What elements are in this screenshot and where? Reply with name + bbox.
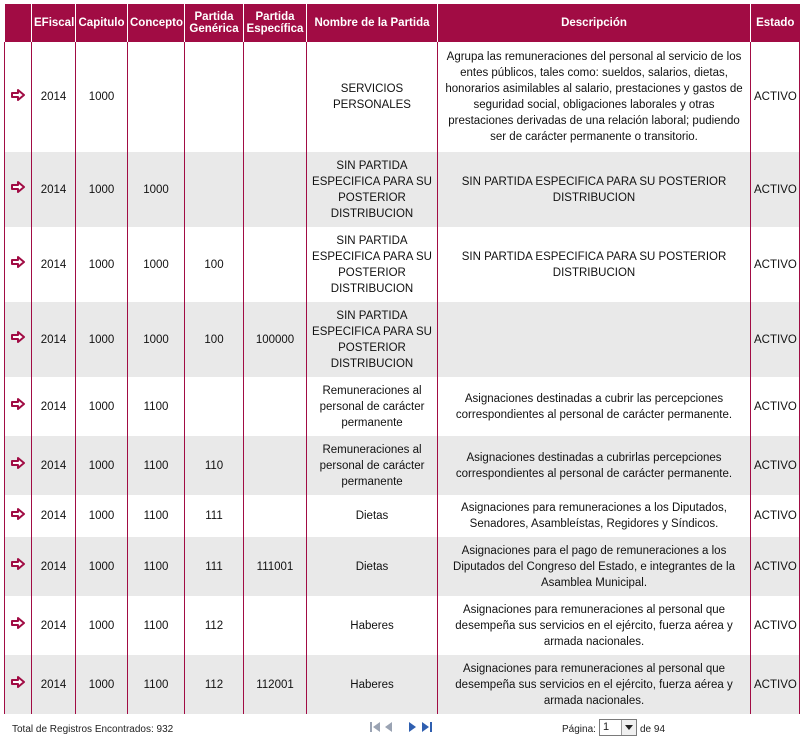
- cell-capitulo: 1000: [76, 495, 128, 537]
- table-row: [5, 655, 800, 714]
- table-row: [5, 436, 800, 495]
- arrow-right-icon[interactable]: [11, 617, 25, 629]
- cell-partida-generica: 112: [185, 655, 244, 714]
- cell-concepto: 1100: [128, 436, 185, 495]
- cell-select: [5, 227, 32, 302]
- table-row: [5, 302, 800, 377]
- header-capitulo[interactable]: Capitulo: [76, 4, 128, 42]
- cell-partida-generica: 100: [185, 302, 244, 377]
- cell-descripcion: Asignaciones para remuneraciones al personal que desempeña sus servicios en el ejército, fuerza aérea y armada nacionales.: [438, 596, 751, 655]
- page-select[interactable]: [599, 719, 637, 736]
- cell-capitulo: 1000: [76, 42, 128, 152]
- cell-partida-especifica: 100000: [244, 302, 307, 377]
- cell-efiscal: 2014: [32, 537, 76, 596]
- cell-concepto: 1100: [128, 596, 185, 655]
- arrow-right-icon[interactable]: [11, 457, 25, 469]
- table-row: [5, 537, 800, 596]
- cell-nombre: SIN PARTIDA ESPECIFICA PARA SU POSTERIOR DISTRIBUCION: [307, 302, 438, 377]
- cell-descripcion: SIN PARTIDA ESPECIFICA PARA SU POSTERIOR DISTRIBUCION: [438, 152, 751, 227]
- cell-partida-especifica: [244, 436, 307, 495]
- page-count: de 94: [640, 724, 666, 735]
- cell-efiscal: 2014: [32, 302, 76, 377]
- cell-estado: ACTIVO: [751, 302, 800, 377]
- cell-estado: ACTIVO: [751, 227, 800, 302]
- cell-estado: ACTIVO: [751, 495, 800, 537]
- table-row: [5, 42, 800, 152]
- arrow-right-icon[interactable]: [11, 398, 25, 410]
- cell-nombre: SERVICIOS PERSONALES: [307, 42, 438, 152]
- arrow-right-icon[interactable]: [11, 331, 25, 343]
- cell-concepto: 1000: [128, 302, 185, 377]
- cell-estado: ACTIVO: [751, 655, 800, 714]
- cell-capitulo: 1000: [76, 436, 128, 495]
- table-row: [5, 227, 800, 302]
- arrow-right-icon[interactable]: [11, 508, 25, 520]
- header-descripcion[interactable]: Descripción: [438, 4, 751, 42]
- cell-descripcion: [438, 302, 751, 377]
- cell-select: [5, 537, 32, 596]
- cell-concepto: 1100: [128, 495, 185, 537]
- cell-select: [5, 302, 32, 377]
- cell-concepto: 1100: [128, 377, 185, 436]
- cell-estado: ACTIVO: [751, 377, 800, 436]
- cell-partida-especifica: [244, 596, 307, 655]
- table-body: [5, 42, 800, 714]
- cell-efiscal: 2014: [32, 655, 76, 714]
- next-page-icon[interactable]: [407, 721, 417, 736]
- cell-efiscal: 2014: [32, 596, 76, 655]
- cell-capitulo: 1000: [76, 596, 128, 655]
- cell-capitulo: 1000: [76, 377, 128, 436]
- header-nombre[interactable]: Nombre de la Partida: [307, 4, 438, 42]
- cell-capitulo: 1000: [76, 227, 128, 302]
- cell-concepto: 1000: [128, 227, 185, 302]
- cell-efiscal: 2014: [32, 152, 76, 227]
- cell-descripcion: Agrupa las remuneraciones del personal al servicio de los entes públicos, tales como: sueldos, salarios, dietas, honorarios asimilables al salario, prestaciones y gastos de seguridad social, obligaciones laborales y otras prestaciones derivadas de una relación laboral; pudiendo ser de carácter permanente o transitorio.: [438, 42, 751, 152]
- page-label: Página:: [562, 724, 596, 735]
- cell-efiscal: 2014: [32, 436, 76, 495]
- cell-partida-especifica: [244, 152, 307, 227]
- cell-partida-generica: [185, 377, 244, 436]
- cell-concepto: 1100: [128, 655, 185, 714]
- cell-partida-generica: 112: [185, 596, 244, 655]
- cell-estado: ACTIVO: [751, 152, 800, 227]
- cell-partida-generica: 110: [185, 436, 244, 495]
- cell-partida-generica: [185, 42, 244, 152]
- table-row: [5, 377, 800, 436]
- pager: [0, 712, 803, 742]
- cell-descripcion: Asignaciones destinadas a cubrir las percepciones correspondientes al personal de carácter permanente.: [438, 377, 751, 436]
- cell-capitulo: 1000: [76, 655, 128, 714]
- cell-select: [5, 596, 32, 655]
- cell-partida-generica: 111: [185, 537, 244, 596]
- cell-descripcion: Asignaciones para remuneraciones al personal que desempeña sus servicios en el ejército, fuerza aérea y armada nacionales.: [438, 655, 751, 714]
- table-header-row: [5, 4, 800, 42]
- cell-nombre: Dietas: [307, 537, 438, 596]
- arrow-right-icon[interactable]: [11, 181, 25, 193]
- cell-partida-generica: [185, 152, 244, 227]
- cell-select: [5, 495, 32, 537]
- cell-estado: ACTIVO: [751, 537, 800, 596]
- header-partida-especifica[interactable]: Partida Específica: [244, 4, 307, 42]
- cell-partida-especifica: [244, 227, 307, 302]
- cell-nombre: Remuneraciones al personal de carácter permanente: [307, 377, 438, 436]
- cell-select: [5, 436, 32, 495]
- header-estado[interactable]: Estado: [751, 4, 800, 42]
- cell-descripcion: Asignaciones para remuneraciones a los Diputados, Senadores, Asambleístas, Regidores y Síndicos.: [438, 495, 751, 537]
- cell-concepto: 1000: [128, 152, 185, 227]
- cell-nombre: Haberes: [307, 655, 438, 714]
- cell-select: [5, 152, 32, 227]
- cell-efiscal: 2014: [32, 495, 76, 537]
- cell-partida-especifica: [244, 495, 307, 537]
- cell-partida-generica: 100: [185, 227, 244, 302]
- cell-nombre: SIN PARTIDA ESPECIFICA PARA SU POSTERIOR DISTRIBUCION: [307, 227, 438, 302]
- cell-estado: ACTIVO: [751, 596, 800, 655]
- cell-capitulo: 1000: [76, 152, 128, 227]
- cell-concepto: 1100: [128, 537, 185, 596]
- cell-efiscal: 2014: [32, 227, 76, 302]
- page-select-value: 1: [603, 721, 610, 733]
- arrow-right-icon[interactable]: [11, 558, 25, 570]
- cell-select: [5, 42, 32, 152]
- cell-nombre: Remuneraciones al personal de carácter permanente: [307, 436, 438, 495]
- cell-nombre: Haberes: [307, 596, 438, 655]
- table-row: [5, 152, 800, 227]
- total-records: Total de Registros Encontrados: 932: [12, 724, 174, 735]
- cell-efiscal: 2014: [32, 42, 76, 152]
- partidas-table: [4, 4, 800, 714]
- arrow-right-icon[interactable]: [11, 89, 25, 101]
- cell-select: [5, 655, 32, 714]
- cell-descripcion: SIN PARTIDA ESPECIFICA PARA SU POSTERIOR DISTRIBUCION: [438, 227, 751, 302]
- chevron-down-icon[interactable]: [621, 720, 636, 735]
- cell-estado: ACTIVO: [751, 436, 800, 495]
- cell-estado: ACTIVO: [751, 42, 800, 152]
- header-concepto[interactable]: Concepto: [128, 4, 185, 42]
- cell-partida-especifica: 111001: [244, 537, 307, 596]
- header-efiscal[interactable]: EFiscal: [32, 4, 76, 42]
- last-page-icon[interactable]: [421, 721, 433, 736]
- cell-partida-especifica: 112001: [244, 655, 307, 714]
- prev-page-icon[interactable]: [384, 721, 394, 736]
- cell-efiscal: 2014: [32, 377, 76, 436]
- arrow-right-icon[interactable]: [11, 256, 25, 268]
- cell-partida-especifica: [244, 42, 307, 152]
- cell-capitulo: 1000: [76, 302, 128, 377]
- first-page-icon[interactable]: [369, 721, 381, 736]
- cell-descripcion: Asignaciones para el pago de remuneraciones a los Diputados del Congreso del Estado, e integrantes de la Asamblea Municipal.: [438, 537, 751, 596]
- header-partida-generica[interactable]: Partida Genérica: [185, 4, 244, 42]
- cell-nombre: Dietas: [307, 495, 438, 537]
- table-row: [5, 596, 800, 655]
- arrow-right-icon[interactable]: [11, 676, 25, 688]
- cell-descripcion: Asignaciones destinadas a cubrirlas percepciones correspondientes al personal de carácter permanente.: [438, 436, 751, 495]
- cell-partida-generica: 111: [185, 495, 244, 537]
- cell-partida-especifica: [244, 377, 307, 436]
- cell-concepto: [128, 42, 185, 152]
- cell-select: [5, 377, 32, 436]
- cell-nombre: SIN PARTIDA ESPECIFICA PARA SU POSTERIOR DISTRIBUCION: [307, 152, 438, 227]
- table-row: [5, 495, 800, 537]
- header-select: [5, 4, 32, 42]
- cell-capitulo: 1000: [76, 537, 128, 596]
